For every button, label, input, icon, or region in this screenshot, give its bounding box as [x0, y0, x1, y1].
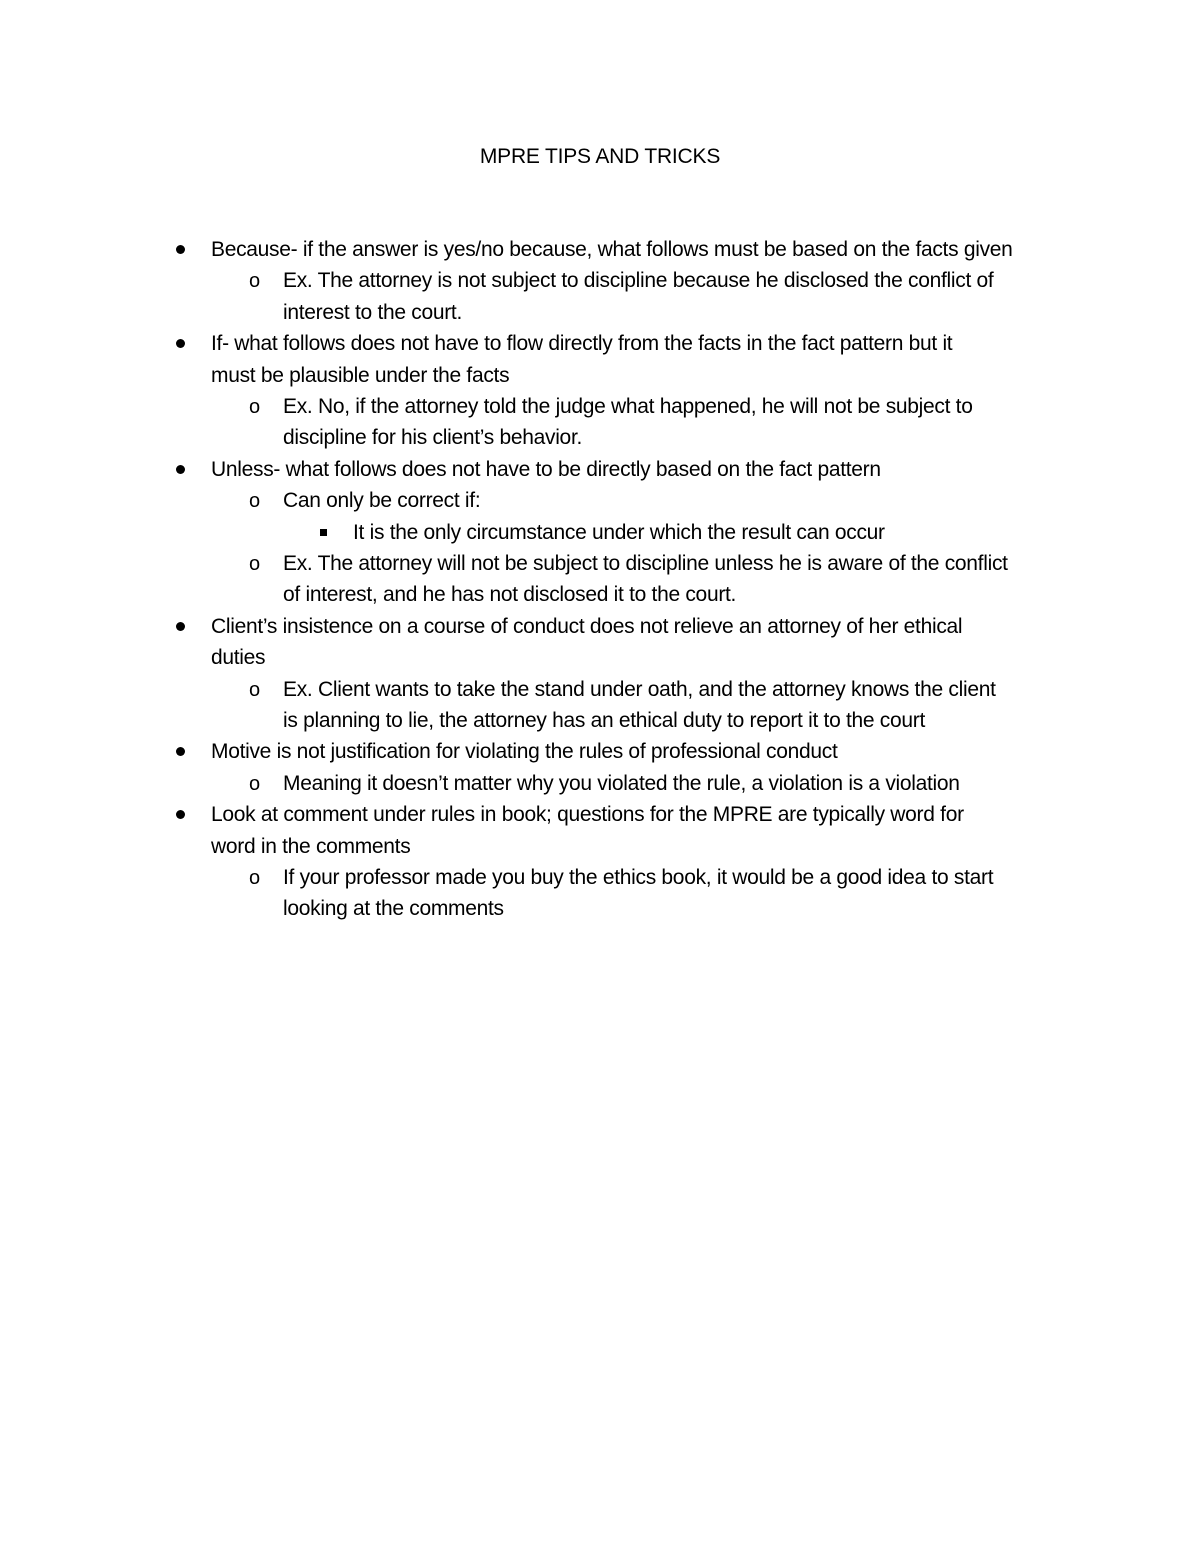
circle-bullet-icon: o: [249, 270, 260, 293]
document-title: MPRE TIPS AND TRICKS: [479, 145, 721, 168]
disc-bullet-icon: [176, 747, 185, 756]
circle-bullet-icon: o: [249, 772, 260, 795]
document-page: MPRE TIPS AND TRICKS Because- if the answer is yes/no because, what follows must be based on the facts given o Ex. The attorney is not subject to discipline because he disclosed the conflict of interest to the court. If- what follows does not have to flow directly from the facts in the fact pattern but it must be plausible under the facts o Ex. No, if the attorney told the judge what happened, he will not be subject to discipline for his client’s behavior. Unless- what follows does not have to be directly based on the fact pattern o Can only be correct if: It is the only circumstance under which the result can occur o Ex. The attorney will not be subject to discipline unless he is aware of the conflict of interest, and he has not disclosed it to the court. Client’s insistence on a course of conduct does not relieve an attorney of her ethical duties o Ex. Client wants to take the stand under oath, and the attorney knows the client is planning to lie, the attorney has an ethical duty to report it to the court Motive is not justification for violating the rules of professional conduct o Meaning it doesn’t matter why you violated the rule, a violation is a violation Look at comment under rules in book; questions for the MPRE are typically word for word in the comments o If your professor made you buy the ethics book, it would be a good idea to start looking at the comments: [0, 0, 1200, 1553]
square-bullet-icon: [320, 529, 327, 536]
circle-bullet-icon: o: [249, 678, 260, 701]
circle-bullet-icon: o: [249, 867, 260, 889]
disc-bullet-icon: [176, 810, 185, 819]
circle-bullet-icon: o: [249, 490, 260, 513]
disc-bullet-icon: [176, 245, 185, 254]
disc-bullet-icon: [176, 622, 185, 631]
disc-bullet-icon: [176, 339, 185, 348]
circle-bullet-icon: o: [249, 553, 260, 575]
circle-bullet-icon: o: [249, 396, 260, 418]
disc-bullet-icon: [176, 465, 185, 474]
